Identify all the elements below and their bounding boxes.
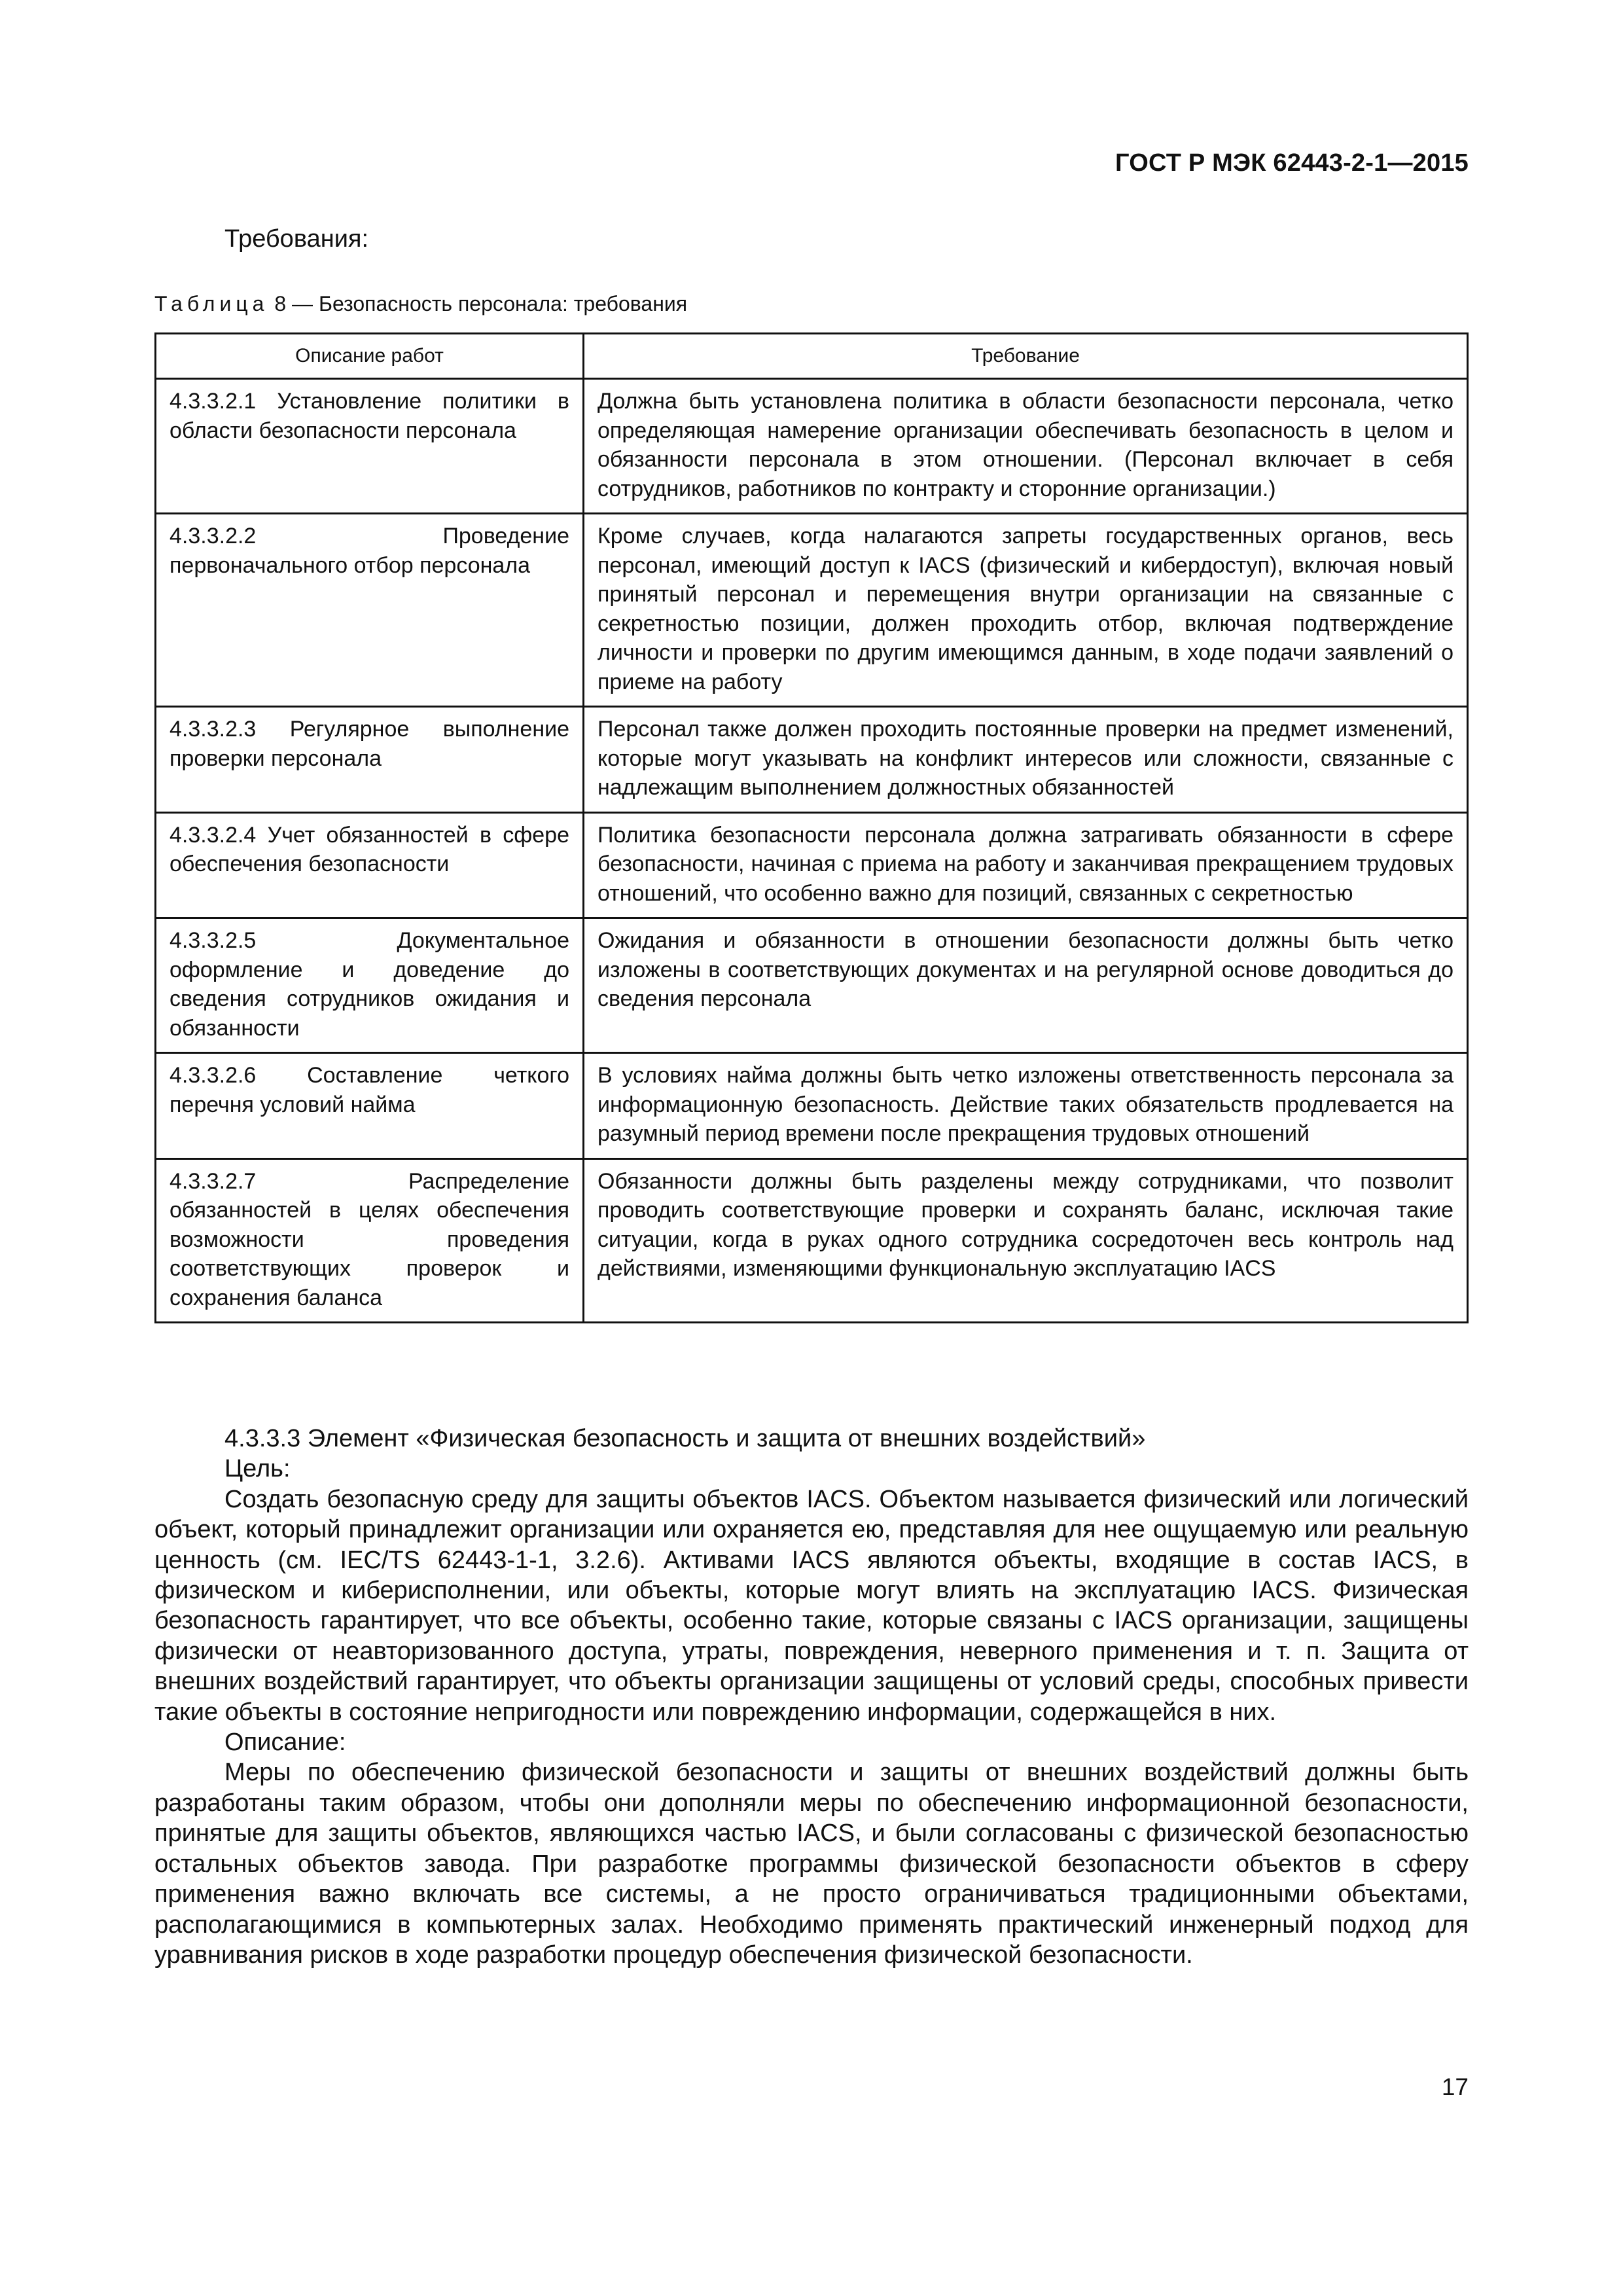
goal-paragraph: Создать безопасную среду для защиты объектов IACS. Объектом называется физический или логический объект, который принадлежит организации или охраняется ею, представляя для нее ощущаемую или реальную ценность (см. IEC/TS 62443-1-1, 3.2.6). Активами IACS являются объекты, входящие в состав IACS, в физическом и киберисполнении, или объекты, которые могут влиять на эксплуатацию IACS. Физическая безопасность гарантирует, что все объекты, особенно такие, которые связаны с IACS организации, защищены физически от неавторизованного доступа, утраты, повреждения, неверного применения и т. п. Защита от внешних воздействий гарантирует, что объекты организации защищены от условий среды, способных привести такие объекты в состояние непригодности или повреждению информации, содержащейся в них. — [154, 1485, 1469, 1726]
work-cell: 4.3.3.2.5 Документальное оформление и доведение до сведения сотрудников ожидания и обязанности — [156, 918, 584, 1053]
table-row — [156, 379, 1468, 514]
table-row — [156, 918, 1468, 1053]
table-header-row — [156, 334, 1468, 379]
work-cell: 4.3.3.2.1 Установление политики в области безопасности персонала — [156, 379, 584, 514]
table-row — [156, 514, 1468, 707]
table-row — [156, 812, 1468, 918]
requirements-heading: Требования: — [224, 225, 369, 253]
table-caption-label: Таблица — [154, 292, 269, 315]
work-cell: 4.3.3.2.6 Составление четкого перечня условий найма — [156, 1053, 584, 1159]
work-cell: 4.3.3.2.4 Учет обязанностей в сфере обеспечения безопасности — [156, 812, 584, 918]
requirement-cell: Должна быть установлена политика в области безопасности персонала, четко определяющая намерение организации обеспечивать безопасность в целом и обязанности персонала в этом отношении. (Персонал включает в себя сотрудников, работников по контракту и сторонние организации.) — [584, 379, 1468, 514]
work-cell: 4.3.3.2.7 Распределение обязанностей в целях обеспечения возможности проведения соответствующих проверок и сохранения баланса — [156, 1158, 584, 1323]
standard-code: ГОСТ Р МЭК 62443-2-1—2015 — [1115, 149, 1469, 177]
column-header-requirement: Требование — [584, 334, 1468, 379]
goal-label: Цель: — [224, 1455, 291, 1483]
requirement-cell: Ожидания и обязанности в отношении безопасности должны быть четко изложены в соответствующих документах и на регулярной основе доводиться до сведения персонала — [584, 918, 1468, 1053]
requirement-cell: В условиях найма должны быть четко изложены ответственность персонала за информационную безопасность. Действие таких обязательств продлевается на разумный период времени после прекращения трудовых отношений — [584, 1053, 1468, 1159]
column-header-work: Описание работ — [156, 334, 584, 379]
table-caption-text: 8 — Безопасность персонала: требования — [274, 292, 688, 315]
work-cell: 4.3.3.2.2 Проведение первоначального отбор персонала — [156, 514, 584, 707]
description-paragraph: Меры по обеспечению физической безопасности и защиты от внешних воздействий должны быть разработаны таким образом, чтобы они дополняли меры по обеспечению информационной безопасности, принятые для защиты объектов, являющихся частью IACS, и были согласованы с физической безопасностью остальных объектов завода. При разработке программы физической безопасности объектов в сферу применения важно включать все системы, а не просто ограничиваться традиционными объектами, располагающимися в компьютерных залах. Необходимо применять практический инженерный подход для уравнивания рисков в ходе разработки процедур обеспечения физической безопасности. — [154, 1759, 1469, 1969]
table-row — [156, 1053, 1468, 1159]
requirement-cell: Обязанности должны быть разделены между сотрудниками, что позволит проводить соответствующие проверки и сохранять баланс, исключая такие ситуации, когда в руках одного сотрудника сосредоточен весь контроль над действиями, изменяющими функциональную эксплуатацию IACS — [584, 1158, 1468, 1323]
table-row — [156, 707, 1468, 813]
requirements-table — [154, 332, 1469, 1323]
page-number: 17 — [1441, 2073, 1469, 2100]
table-row — [156, 1158, 1468, 1323]
section-body — [154, 1424, 1469, 1970]
requirement-cell: Персонал также должен проходить постоянные проверки на предмет изменений, которые могут указывать на конфликт интересов или сложности, связанные с надлежащим выполнением должностных обязанностей — [584, 707, 1468, 813]
requirement-cell: Кроме случаев, когда налагаются запреты государственных органов, весь персонал, имеющий доступ к IACS (физический и кибердоступ), включая новый принятый персонал и перемещения внутри организации на связанные с секретностью позиции, должен проходить отбор, включая подтверждение личности и проверки по другим имеющимся данным, в ходе подачи заявлений о приеме на работу — [584, 514, 1468, 707]
requirement-cell: Политика безопасности персонала должна затрагивать обязанности в сфере безопасности, начиная с приема на работу и заканчивая прекращением трудовых отношений, что особенно важно для позиций, связанных с секретностью — [584, 812, 1468, 918]
work-cell: 4.3.3.2.3 Регулярное выполнение проверки персонала — [156, 707, 584, 813]
section-heading: 4.3.3.3 Элемент «Физическая безопасность и защита от внешних воздействий» — [224, 1425, 1146, 1452]
table-caption — [154, 292, 687, 316]
description-label: Описание: — [224, 1729, 346, 1757]
